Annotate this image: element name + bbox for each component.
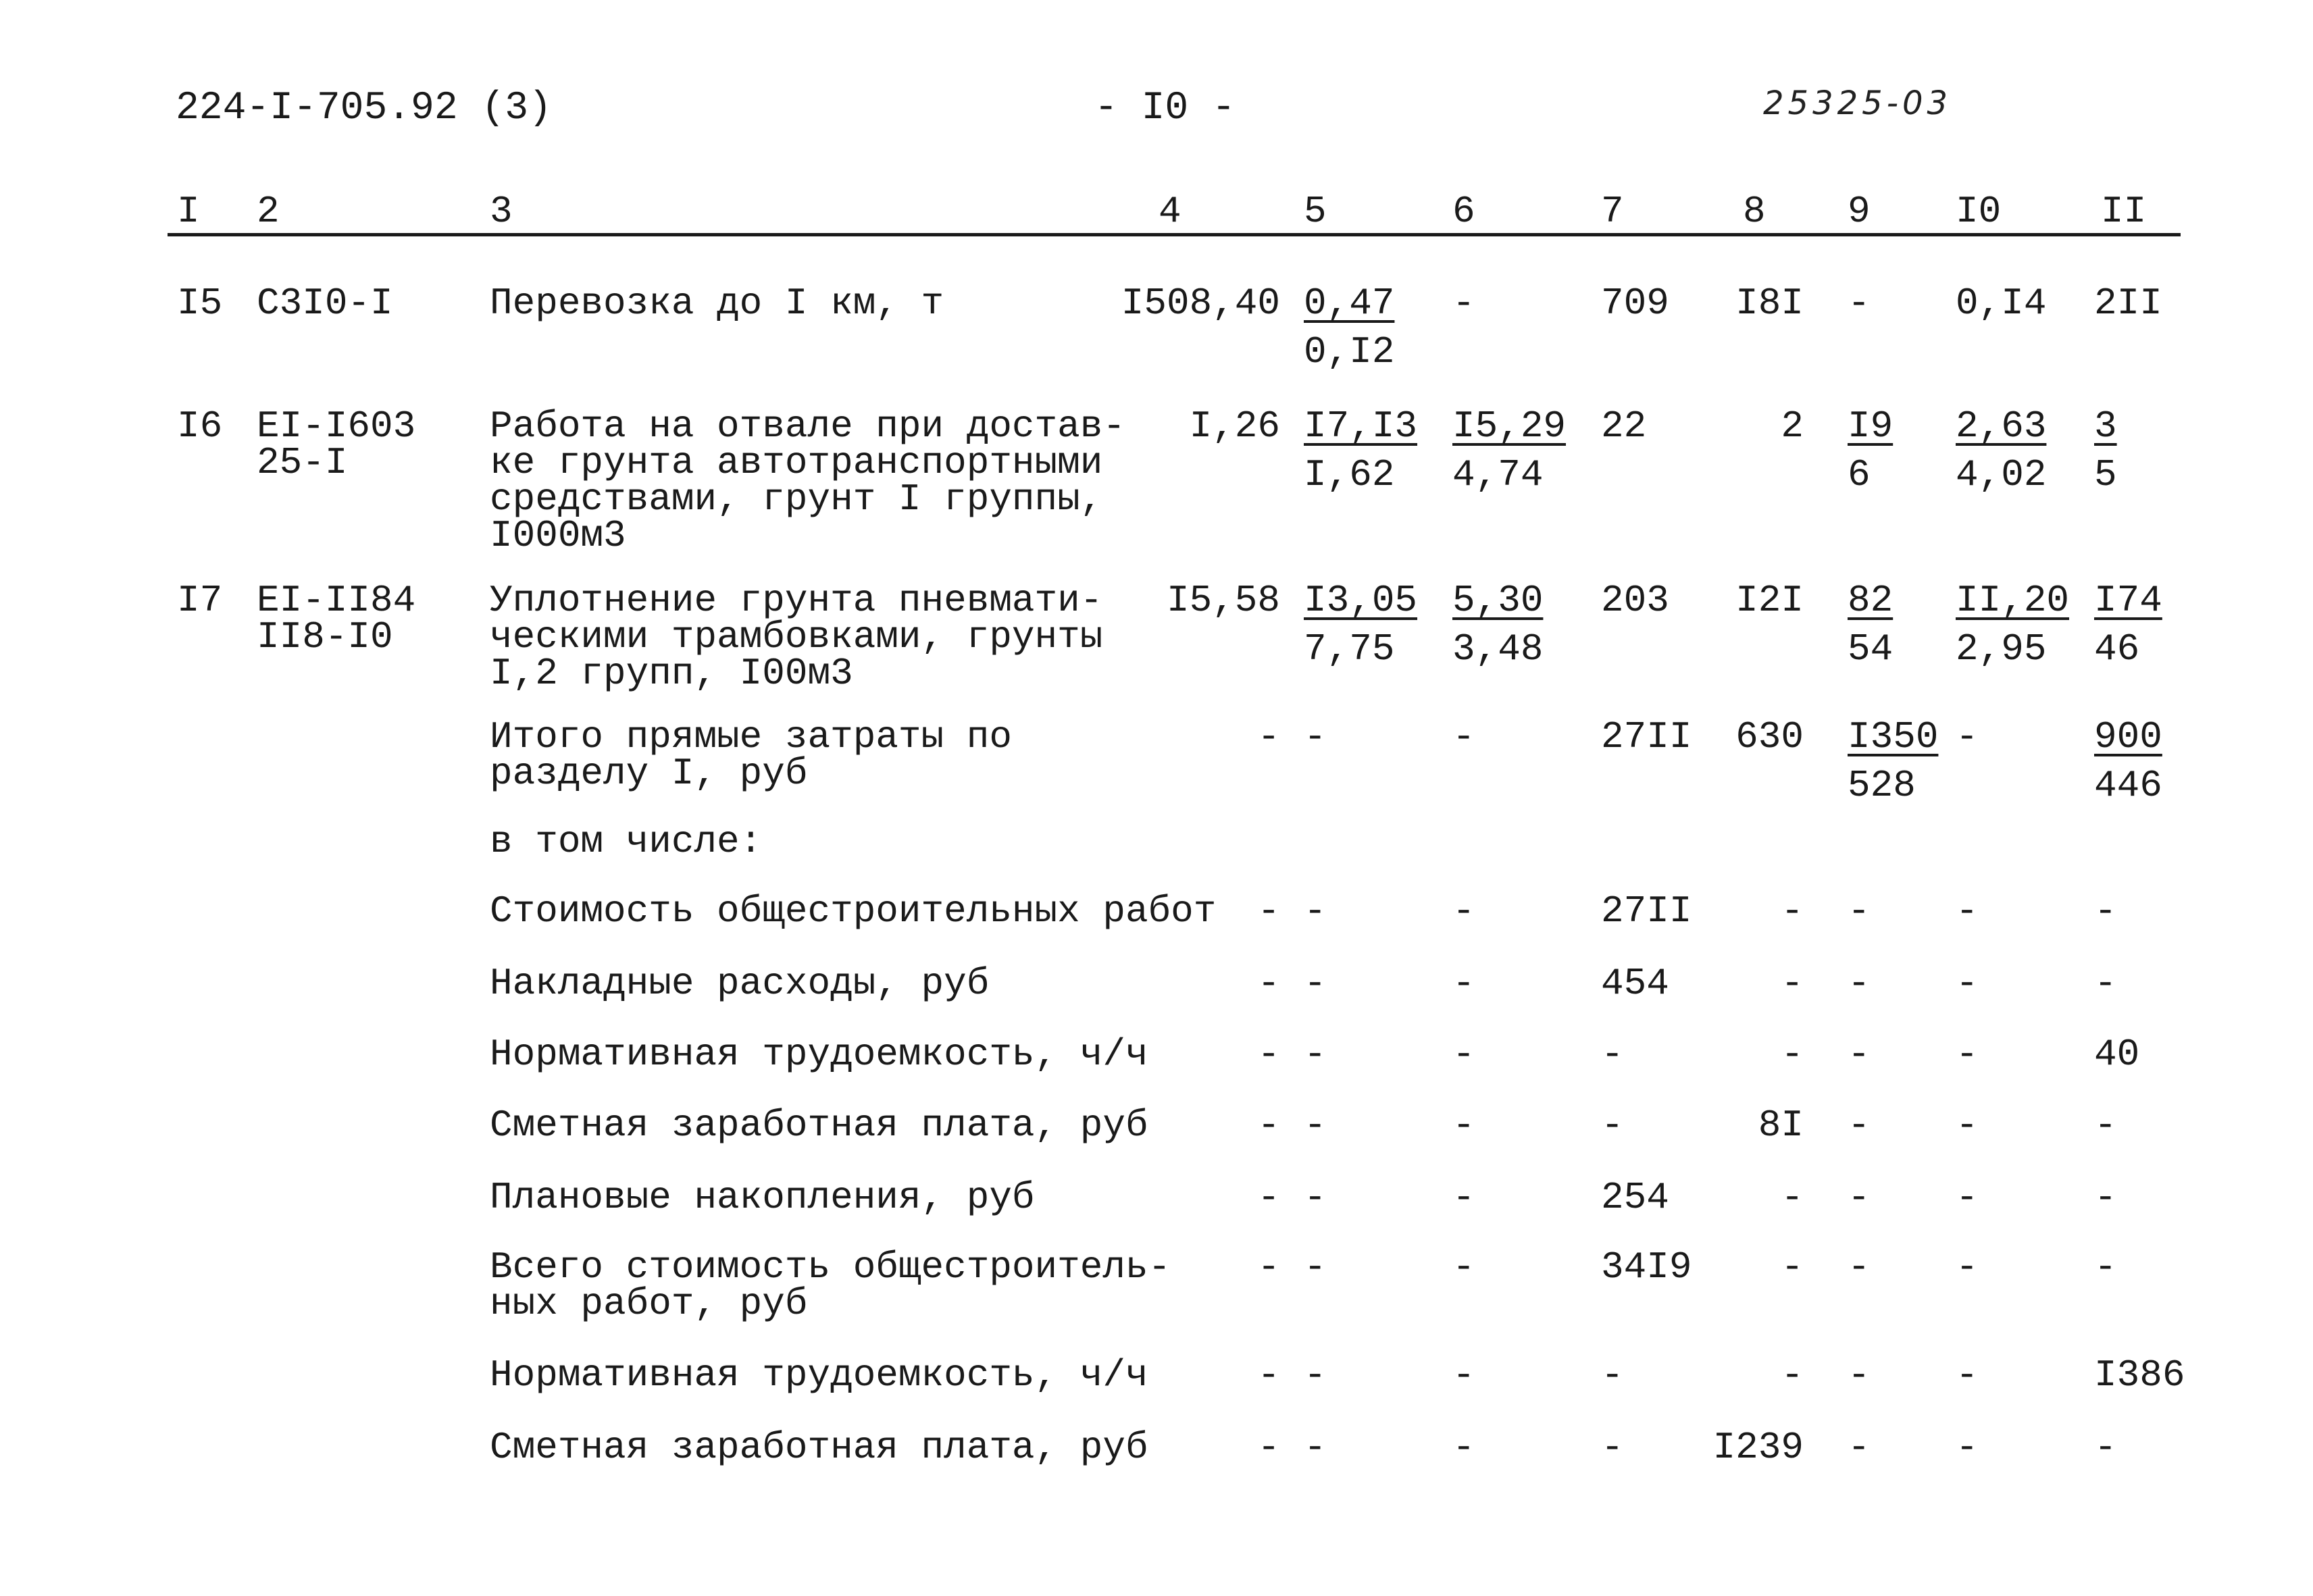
unit-cost-machine-cell-numerator: I5,29 [1452,405,1567,448]
unit-cost-machine-cell-numerator: - [1452,715,1475,758]
column-header: I [177,190,200,233]
summary-cell: - [2094,1104,2117,1147]
summary-cell: - [1956,1354,1979,1397]
work-description: Уплотнение грунта пневмати- ческими трамбовками, грунты I,2 групп, I00м3 [490,579,1103,695]
summary-cell: - [1848,1033,1871,1076]
summary-cell: - [1601,1104,1624,1147]
unit-cost-machine-cell-numerator: 5,30 [1452,579,1544,622]
machine-cost-cell [1848,405,1893,496]
unit-cost-machine-cell-denominator: 3,48 [1452,627,1544,671]
labor-unit-cell [1956,716,1979,758]
norm-code: EI-I603 25-I [257,405,416,484]
header-rule [168,233,2181,236]
quantity-cell: I508,40 [1121,282,1280,325]
summary-cell: - [1257,962,1280,1005]
unit-cost-cell-denominator: I,62 [1304,453,1395,496]
quantity-cell: - [1257,715,1280,758]
norm-code: C3I0-I [257,282,393,325]
work-description: Итого прямые затраты по разделу I, руб [490,715,1012,795]
summary-cell: 27II [1601,890,1692,933]
summary-cell: 34I9 [1601,1245,1692,1289]
summary-cell: - [1956,1245,1979,1289]
summary-cell: 454 [1601,962,1669,1005]
summary-cell: - [1452,890,1475,933]
column-header: 5 [1304,190,1327,233]
wages-cell: 2 [1781,405,1804,448]
summary-cell: - [2094,1176,2117,1219]
work-description: Работа на отвале при достав- ке грунта автотранспортными средствами, грунт I группы, I000м3 [490,405,1125,557]
wages-cell: I2I [1735,579,1804,622]
summary-cell: - [1848,1426,1871,1469]
quantity-cell: I,26 [1189,405,1280,448]
summary-cell: - [1601,1354,1624,1397]
summary-cell: - [1257,890,1280,933]
labor-total-cell-numerator: 3 [2094,405,2117,448]
summary-cell: - [1781,1354,1804,1397]
total-cost-cell: 22 [1601,405,1647,448]
machine-cost-cell [1848,716,1938,806]
summary-cell: - [1956,1033,1979,1076]
unit-cost-machine-cell-denominator: 4,74 [1452,453,1544,496]
machine-cost-cell [1848,580,1893,670]
summary-cell: - [2094,890,2117,933]
summary-cell: - [1304,1176,1327,1219]
summary-cell: - [1452,1245,1475,1289]
unit-cost-cell-numerator: 0,47 [1304,282,1395,325]
document-code: 224-I-705.92 (3) [176,86,552,130]
row-number: I6 [177,405,223,448]
summary-cell: - [1452,962,1475,1005]
quantity-cell: I5,58 [1166,579,1280,622]
machine-cost-cell-denominator: 6 [1848,453,1871,496]
summary-description: Плановые накопления, руб [490,1176,1035,1219]
summary-description: Стоимость общестроительных работ [490,890,1217,933]
labor-unit-cell [1956,282,2046,324]
summary-cell: - [1304,962,1327,1005]
summary-cell: - [2094,1245,2117,1289]
summary-cell: 254 [1601,1176,1669,1219]
column-header: II [2101,190,2147,233]
labor-total-cell-numerator: I74 [2094,579,2162,622]
summary-cell: - [1956,1104,1979,1147]
column-header: 7 [1601,190,1624,233]
column-header: I0 [1956,190,2002,233]
summary-cell: - [1848,1354,1871,1397]
labor-unit-cell-numerator: II,20 [1956,579,2070,622]
labor-unit-cell [1956,405,2046,496]
summary-description: Нормативная трудоемкость, ч/ч [490,1033,1148,1076]
summary-cell: - [1257,1104,1280,1147]
page-number: - I0 - [1094,86,1236,130]
summary-cell: I386 [2094,1354,2185,1397]
labor-total-cell [2094,405,2117,496]
summary-cell: - [1848,1176,1871,1219]
column-header: 2 [257,190,280,233]
column-header: 4 [1159,190,1181,233]
labor-total-cell-numerator: 900 [2094,715,2162,758]
summary-cell: - [1452,1104,1475,1147]
summary-cell: - [1452,1354,1475,1397]
labor-total-cell-numerator: 2II [2094,282,2162,325]
unit-cost-machine-cell-numerator: - [1452,282,1475,325]
total-cost-cell: 27II [1601,715,1692,758]
machine-cost-cell-denominator: 54 [1848,627,1893,671]
labor-total-cell-denominator: 5 [2094,453,2117,496]
labor-unit-cell [1956,580,2069,670]
unit-cost-cell-numerator: I3,05 [1304,579,1418,622]
including-label: в том числе: [490,820,763,863]
summary-cell: - [1956,1426,1979,1469]
summary-description: Всего стоимость общестроитель- ных работ, руб [490,1245,1171,1325]
unit-cost-cell-numerator: I7,I3 [1304,405,1418,448]
summary-cell: - [1781,1245,1804,1289]
machine-cost-cell-numerator: - [1848,282,1871,325]
labor-total-cell-denominator: 446 [2094,764,2162,807]
total-cost-cell: 709 [1601,282,1669,325]
work-description: Перевозка до I км, т [490,282,944,325]
summary-cell: I239 [1712,1426,1804,1469]
column-header: 6 [1452,190,1475,233]
machine-cost-cell-numerator: 82 [1848,579,1893,622]
wages-cell: I8I [1735,282,1804,325]
total-cost-cell: 203 [1601,579,1669,622]
summary-cell: 40 [2094,1033,2140,1076]
row-number: I7 [177,579,223,622]
summary-description: Сметная заработная плата, руб [490,1426,1148,1469]
column-header: 3 [490,190,513,233]
wages-cell: 630 [1735,715,1804,758]
summary-cell: - [1601,1426,1624,1469]
machine-cost-cell-numerator: I350 [1848,715,1939,758]
summary-cell: - [1848,1245,1871,1289]
labor-unit-cell-denominator: 2,95 [1956,627,2047,671]
unit-cost-cell-denominator: 0,I2 [1304,330,1395,374]
summary-description: Нормативная трудоемкость, ч/ч [490,1354,1148,1397]
labor-unit-cell-numerator: 2,63 [1956,405,2047,448]
summary-cell: - [1956,1176,1979,1219]
summary-cell: - [1257,1426,1280,1469]
machine-cost-cell-denominator: 528 [1848,764,1916,807]
summary-description: Накладные расходы, руб [490,962,990,1005]
summary-description: Сметная заработная плата, руб [490,1104,1148,1147]
labor-total-cell-denominator: 46 [2094,627,2140,671]
summary-cell: - [2094,1426,2117,1469]
labor-total-cell [2094,580,2162,670]
summary-cell: - [1304,1354,1327,1397]
labor-total-cell [2094,282,2162,324]
row-number: I5 [177,282,223,325]
summary-cell: - [1848,890,1871,933]
summary-cell: - [1781,962,1804,1005]
summary-cell: - [1304,1426,1327,1469]
column-header: 9 [1848,190,1871,233]
machine-cost-cell-numerator: I9 [1848,405,1893,448]
unit-cost-cell-numerator: - [1304,715,1327,758]
summary-cell: - [1781,890,1804,933]
summary-cell: - [1304,1104,1327,1147]
stamp-number: 25325-03 [1763,84,1952,122]
summary-cell: - [1848,1104,1871,1147]
summary-cell: - [1781,1176,1804,1219]
summary-cell: - [1452,1033,1475,1076]
machine-cost-cell [1848,282,1871,324]
summary-cell: - [1257,1176,1280,1219]
summary-cell: - [1257,1245,1280,1289]
norm-code: EI-II84 II8-I0 [257,579,416,659]
summary-cell: - [1257,1033,1280,1076]
summary-cell: - [1956,962,1979,1005]
summary-cell: - [1452,1176,1475,1219]
summary-cell: - [1601,1033,1624,1076]
summary-cell: 8I [1758,1104,1804,1147]
summary-cell: - [1956,890,1979,933]
labor-unit-cell-numerator: - [1956,715,1979,758]
unit-cost-cell-denominator: 7,75 [1304,627,1395,671]
summary-cell: - [1257,1354,1280,1397]
summary-cell: - [1304,890,1327,933]
labor-total-cell [2094,716,2162,806]
summary-cell: - [1848,962,1871,1005]
column-header: 8 [1743,190,1766,233]
summary-cell: - [2094,962,2117,1005]
labor-unit-cell-denominator: 4,02 [1956,453,2047,496]
summary-cell: - [1304,1245,1327,1289]
labor-unit-cell-numerator: 0,I4 [1956,282,2047,325]
summary-cell: - [1452,1426,1475,1469]
summary-cell: - [1781,1033,1804,1076]
summary-cell: - [1304,1033,1327,1076]
